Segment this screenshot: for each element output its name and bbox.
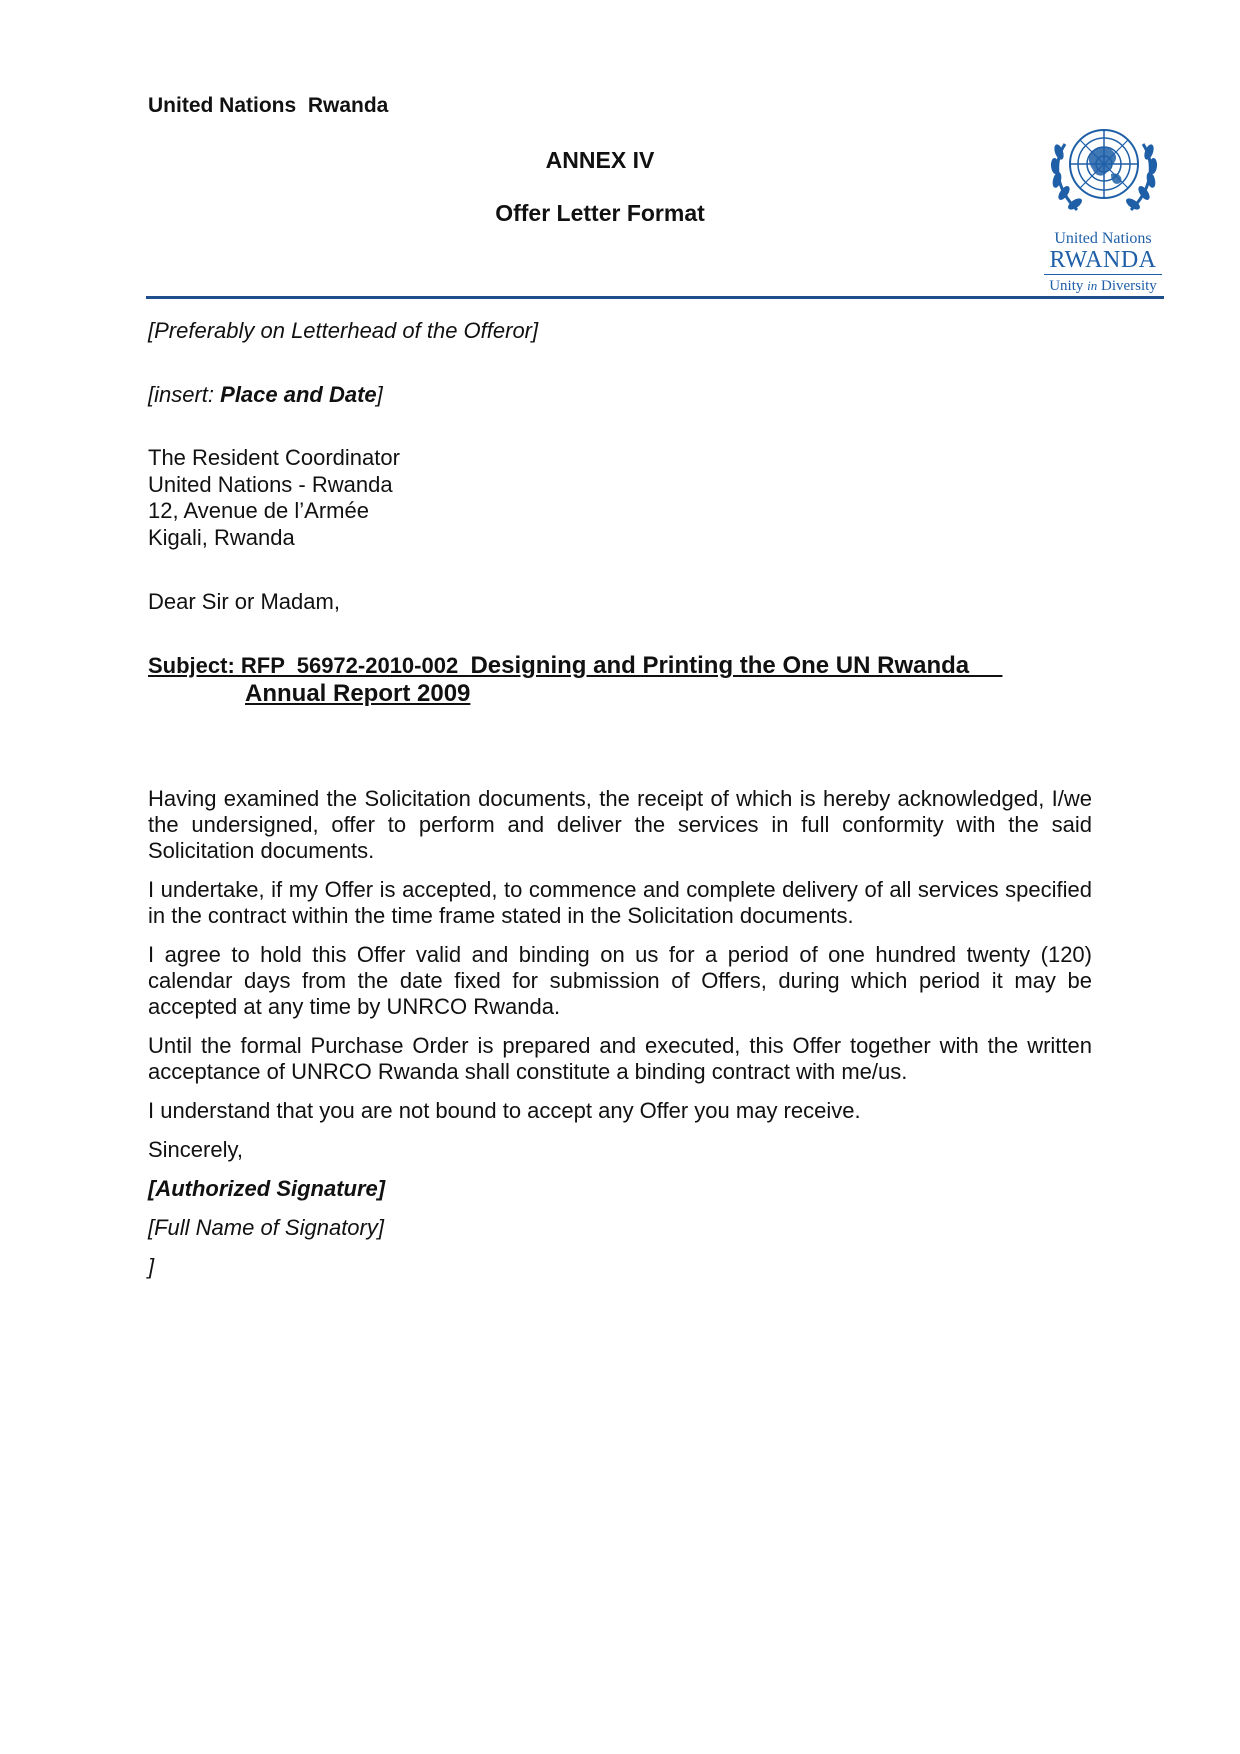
paragraph-examination: Having examined the Solicitation documents, the receipt of which is hereby acknowledged, I/we the undersigned, offer to perform and deliver the services in full conformity with the said Solicitation documents.: [148, 786, 1092, 863]
subject-title-cont: Annual Report 2009: [245, 680, 471, 707]
annex-heading: ANNEX IV: [545, 147, 655, 173]
header-divider: [146, 296, 1164, 299]
signatory-name: [Full Name of Signatory]: [148, 1215, 384, 1240]
closing: Sincerely,: [148, 1137, 243, 1162]
address-line: Kigali, Rwanda: [148, 524, 295, 550]
address-line: The Resident Coordinator: [148, 445, 400, 470]
trailing-bracket: ]: [148, 1254, 155, 1279]
logo-line-1: United Nations: [1054, 230, 1152, 247]
organization-name: United Nations Rwanda: [148, 94, 389, 117]
address-line: United Nations - Rwanda: [148, 471, 393, 497]
logo-word-in: in: [1087, 278, 1098, 293]
insert-place-date: Place and Date: [220, 382, 377, 407]
subject-rfp: Subject: RFP 56972-2010-002: [148, 653, 471, 678]
subject-line: [148, 652, 1002, 708]
logo-word-unity: Unity: [1049, 278, 1084, 294]
logo-line-3: [1036, 278, 1170, 295]
paragraph-binding-contract: Until the formal Purchase Order is prepared and executed, this Offer together with the written acceptance of UNRCO Rwanda shall constitute a binding contract with me/us.: [148, 1033, 1092, 1084]
insert-suffix: ]: [376, 382, 383, 407]
un-emblem-icon: [1045, 114, 1163, 226]
document-title: Offer Letter Format: [495, 200, 705, 226]
letterhead-note: [Preferably on Letterhead of the Offeror]: [148, 318, 539, 343]
place-date-placeholder: [148, 382, 383, 409]
logo-line-2: RWANDA: [1044, 248, 1162, 275]
authorized-signature: [Authorized Signature]: [148, 1176, 386, 1201]
salutation: Dear Sir or Madam,: [148, 589, 340, 614]
paragraph-validity: I agree to hold this Offer valid and binding on us for a period of one hundred twenty (120) calendar days from the date fixed for submission of Offers, during which period it may be accepted at any time by UNRCO Rwanda.: [148, 942, 1092, 1019]
paragraph-undertaking: I undertake, if my Offer is accepted, to commence and complete delivery of all services specified in the contract within the time frame stated in the Solicitation documents.: [148, 877, 1092, 928]
logo-word-diversity: Diversity: [1100, 278, 1157, 294]
paragraph-not-bound: I understand that you are not bound to accept any Offer you may receive.: [148, 1098, 861, 1123]
insert-prefix: [insert:: [148, 382, 221, 407]
address-line: 12, Avenue de l’Armée: [148, 498, 369, 523]
subject-title: Designing and Printing the One UN Rwanda: [470, 652, 1003, 679]
un-rwanda-logo: [1036, 114, 1170, 295]
recipient-address: [148, 445, 400, 551]
